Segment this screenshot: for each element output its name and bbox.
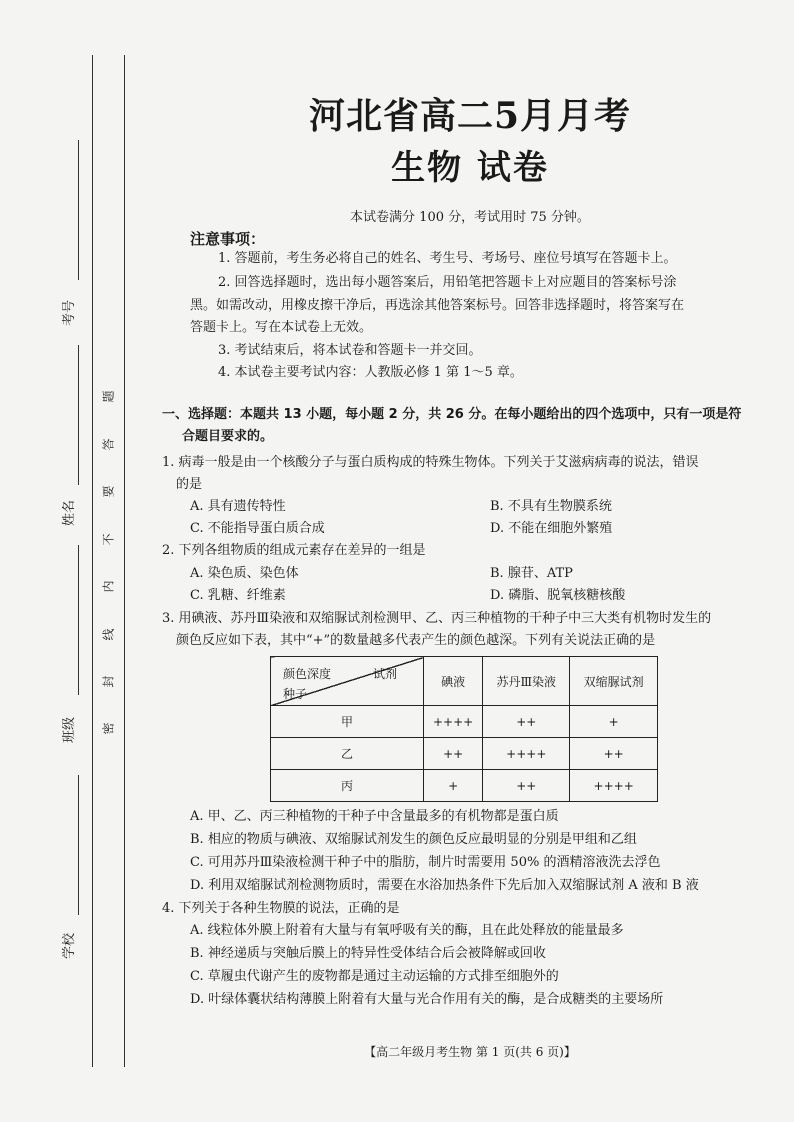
table-cell: ++ (483, 770, 570, 802)
table-cell: ++++ (483, 738, 570, 770)
q1-option-d: D. 不能在细胞外繁殖 (490, 521, 613, 536)
corner-label-reagent: 试剂 (372, 667, 397, 681)
table-row (271, 770, 658, 802)
notice-item: 黑。如需改动，用橡皮擦干净后，再选涂其他答案标号。回答非选择题时，将答案写在 (190, 298, 685, 313)
seal-char: 题 (101, 390, 116, 403)
class-label: 班级 (62, 717, 77, 744)
seal-char: 内 (101, 580, 116, 593)
seal-char: 不 (101, 533, 116, 546)
q3-option-b: B. 相应的物质与碘液、双缩脲试剂发生的颜色反应最明显的分别是甲组和乙组 (190, 832, 637, 847)
q3-option-a: A. 甲、乙、丙三种植物的干种子中含量最多的有机物都是蛋白质 (190, 809, 559, 824)
question-1-stem (162, 452, 774, 496)
table-row (271, 738, 658, 770)
question-stem-line: 颜色反应如下表，其中“+”的数量越多代表产生的颜色越深。下列有关说法正确的是 (176, 633, 656, 648)
notice-item: 1. 答题前，考生务必将自己的姓名、考生号、考场号、座位号填写在答题卡上。 (218, 251, 677, 266)
q1-option-b: B. 不具有生物膜系统 (490, 499, 612, 514)
q2-option-b: B. 腺苷、ATP (490, 566, 573, 581)
notice-item: 答题卡上。写在本试卷上无效。 (190, 320, 373, 335)
seal-char: 线 (101, 628, 116, 641)
name-fill-line (78, 345, 79, 485)
reaction-table (270, 656, 658, 802)
table-header-cell: 碘液 (424, 657, 483, 706)
section-heading (162, 404, 774, 448)
seal-char: 封 (101, 675, 116, 688)
binding-line-inner (124, 55, 125, 1067)
notice-item: 2. 回答选择题时，选出每小题答案后，用铅笔把答题卡上对应题目的答案标号涂 (218, 275, 677, 290)
exam-number-fill-line (78, 140, 79, 280)
seal-char: 答 (101, 438, 116, 451)
corner-label-color-depth: 颜色深度 (283, 667, 332, 681)
q4-option-c: C. 草履虫代谢产生的废物都是通过主动运输的方式排至细胞外的 (190, 969, 559, 984)
question-stem-line: 3. 用碘液、苏丹Ⅲ染液和双缩脲试剂检测甲、乙、丙三种植物的干种子中三大类有机物时发生的 (162, 611, 712, 626)
exam-number-label: 考号 (62, 300, 77, 327)
table-row (271, 706, 658, 738)
table-seed-cell: 丙 (271, 770, 424, 802)
question-4-stem: 4. 下列关于各种生物膜的说法，正确的是 (162, 901, 400, 916)
q2-option-d: D. 磷脂、脱氧核糖核酸 (490, 588, 626, 603)
notice-heading: 注意事项： (190, 230, 266, 248)
class-fill-line (78, 545, 79, 695)
seal-char: 密 (101, 722, 116, 735)
table-cell: ++++ (570, 770, 658, 802)
table-corner-cell (271, 657, 424, 706)
table-seed-cell: 甲 (271, 706, 424, 738)
q4-option-a: A. 线粒体外膜上附着有大量与有氧呼吸有关的酶，且在此处释放的能量最多 (190, 923, 624, 938)
corner-label-seed: 种子 (283, 687, 308, 701)
q3-option-c: C. 可用苏丹Ⅲ染液检测干种子中的脂肪，制片时需要用 50% 的酒精溶液洗去浮色 (190, 855, 661, 870)
q2-option-c: C. 乳糖、纤维素 (190, 588, 286, 603)
table-cell: ++ (424, 738, 483, 770)
table-cell: + (424, 770, 483, 802)
q2-option-a: A. 染色质、染色体 (190, 566, 299, 581)
q1-option-c: C. 不能指导蛋白质合成 (190, 521, 325, 536)
table-header-row (271, 657, 658, 706)
q3-option-d: D. 利用双缩脲试剂检测物质时，需要在水浴加热条件下先后加入双缩脲试剂 A 液和 B 液 (190, 878, 699, 893)
section-heading-line: 合题目要求的。 (182, 429, 274, 444)
name-label: 姓名 (62, 500, 77, 527)
school-label: 学校 (62, 933, 77, 960)
notice-item: 4. 本试卷主要考试内容：人教版必修 1 第 1～5 章。 (218, 365, 523, 380)
notice-item: 3. 考试结束后，将本试卷和答题卡一并交回。 (218, 343, 482, 358)
question-2-stem: 2. 下列各组物质的组成元素存在差异的一组是 (162, 543, 426, 558)
school-fill-line (78, 775, 79, 915)
table-seed-cell: 乙 (271, 738, 424, 770)
exam-title: 河北省高二5月月考 (308, 95, 632, 137)
q1-option-a: A. 具有遗传特性 (190, 499, 286, 514)
table-cell: + (570, 706, 658, 738)
exam-intro: 本试卷满分 100 分，考试用时 75 分钟。 (350, 210, 590, 225)
question-stem-line: 1. 病毒一般是由一个核酸分子与蛋白质构成的特殊生物体。下列关于艾滋病病毒的说法，错误 (162, 455, 699, 470)
question-3-stem (162, 608, 774, 652)
seal-char: 要 (101, 485, 116, 498)
page-footer: 【高二年级月考生物 第 1 页(共 6 页)】 (364, 1045, 576, 1059)
table-header-cell: 双缩脲试剂 (570, 657, 658, 706)
binding-line-outer (92, 55, 93, 1067)
q4-option-b: B. 神经递质与突触后膜上的特异性受体结合后会被降解或回收 (190, 946, 546, 961)
section-heading-line: 一、选择题：本题共 13 小题，每小题 2 分，共 26 分。在每小题给出的四个选项中，只有一项是符 (162, 407, 742, 422)
q4-option-d: D. 叶绿体囊状结构薄膜上附着有大量与光合作用有关的酶，是合成糖类的主要场所 (190, 992, 664, 1007)
table-cell: ++ (483, 706, 570, 738)
question-stem-line: 的是 (176, 477, 203, 492)
table-header-cell: 苏丹Ⅲ染液 (483, 657, 570, 706)
table-cell: ++ (570, 738, 658, 770)
exam-subject: 生物 试卷 (391, 148, 549, 188)
table-cell: ++++ (424, 706, 483, 738)
